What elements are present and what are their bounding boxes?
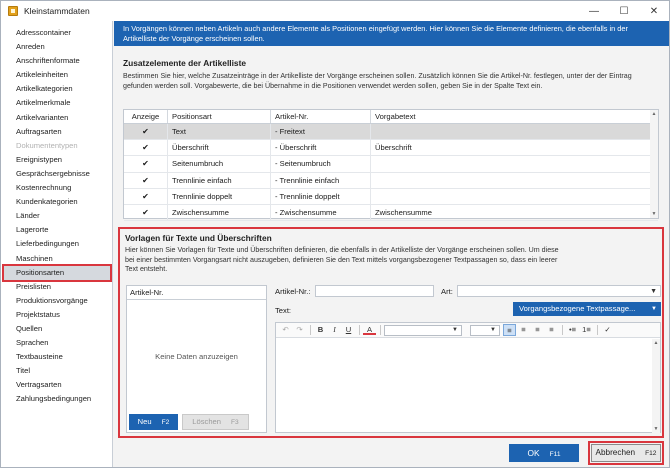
toolbar-divider <box>359 325 360 335</box>
artikel-nr-cell[interactable]: - Trennlinie einfach <box>271 173 371 188</box>
positionsart-cell[interactable]: Überschrift <box>168 140 271 155</box>
title-bar <box>1 1 669 21</box>
vorgabetext-cell[interactable] <box>371 124 651 139</box>
positionsart-cell[interactable]: Trennlinie doppelt <box>168 189 271 204</box>
bold-icon[interactable]: B <box>317 325 324 334</box>
window-controls <box>579 1 669 21</box>
font-size-select[interactable] <box>470 325 500 336</box>
vorlagen-desc-line-1: Hier können Sie Vorlagen für Texte und Überschriften definieren, die ebenfalls in der Artikelliste der Vorgänge erscheinen sollen. Um diese <box>125 246 559 254</box>
column-header-artikel-nr[interactable]: Artikel-Nr. <box>271 110 371 123</box>
anzeige-checkbox[interactable]: ✔ <box>124 205 168 220</box>
table-row[interactable] <box>124 156 658 172</box>
new-button-key: F2 <box>161 419 170 426</box>
toolbar-divider <box>562 325 563 335</box>
sidebar-item[interactable]: Produktionsvorgänge <box>16 295 88 305</box>
sidebar-item[interactable]: Ereignistypen <box>16 154 63 164</box>
list-empty-message: Keine Daten anzuzeigen <box>155 352 238 361</box>
sidebar-item[interactable]: Sprachen <box>16 338 49 348</box>
sidebar-item[interactable]: Maschinen <box>16 253 53 263</box>
positionsart-cell[interactable]: Zwischensumme <box>168 205 271 220</box>
sidebar-item[interactable]: Artikelmerkmale <box>16 98 71 108</box>
vorgabetext-cell[interactable] <box>371 189 651 204</box>
text-editor[interactable] <box>275 322 661 433</box>
italic-icon[interactable]: I <box>333 325 336 334</box>
scroll-down-icon[interactable]: ▼ <box>651 211 657 217</box>
sidebar-item[interactable]: Projektstatus <box>16 309 60 319</box>
art-label: Art: <box>441 287 453 296</box>
list-header-artikel-nr[interactable]: Artikel-Nr. <box>127 286 266 300</box>
app-icon <box>8 6 18 16</box>
align-left-icon[interactable]: ≡ <box>503 324 516 336</box>
vorgabetext-cell[interactable]: Zwischensumme <box>375 207 432 217</box>
ok-button[interactable] <box>509 444 579 462</box>
chevron-down-icon: ▼ <box>490 326 496 333</box>
underline-icon[interactable]: U <box>345 325 352 334</box>
sidebar-item[interactable]: Lagerorte <box>16 225 49 235</box>
align-center-icon[interactable]: ≡ <box>521 325 526 334</box>
anzeige-checkbox[interactable]: ✔ <box>124 173 168 188</box>
vorlagen-list[interactable] <box>126 285 267 433</box>
textpassage-button-label: Vorgangsbezogene Textpassage... <box>519 304 636 313</box>
close-icon[interactable]: ✕ <box>649 5 659 17</box>
column-header-positionsart[interactable]: Positionsart <box>168 110 271 123</box>
category-sidebar <box>1 21 113 467</box>
chevron-down-icon: ▼ <box>452 326 458 333</box>
scroll-up-icon[interactable]: ▲ <box>653 340 659 346</box>
cancel-button-key: F12 <box>645 450 657 457</box>
anzeige-checkbox[interactable]: ✔ <box>124 189 168 204</box>
info-banner <box>114 21 669 46</box>
redo-icon[interactable]: ↷ <box>296 325 303 334</box>
toolbar-divider <box>597 325 598 335</box>
vorlagen-description <box>125 246 655 275</box>
table-row[interactable] <box>124 205 658 221</box>
table-row[interactable] <box>124 124 658 140</box>
vorlagen-section-title: Vorlagen für Texte und Überschriften <box>125 233 272 243</box>
new-button-label: Neu <box>137 417 152 426</box>
grid-body <box>124 124 658 221</box>
sidebar-item[interactable]: Anreden <box>16 42 45 52</box>
sidebar-item: Dokumententypen <box>16 140 78 150</box>
column-header-vorgabetext[interactable]: Vorgabetext <box>375 112 416 121</box>
delete-button-label: Löschen <box>192 417 221 426</box>
undo-icon[interactable]: ↶ <box>282 325 289 334</box>
vorgabetext-cell[interactable] <box>371 156 651 171</box>
vorgabetext-cell[interactable]: Überschrift <box>375 143 412 153</box>
artikel-nr-cell[interactable]: - Seitenumbruch <box>271 156 371 171</box>
sidebar-item[interactable]: Vertragsarten <box>16 380 62 390</box>
maximize-icon[interactable]: ☐ <box>619 5 629 17</box>
chevron-down-icon: ▼ <box>650 288 657 295</box>
positionsarten-grid <box>123 109 659 219</box>
minimize-icon[interactable]: — <box>589 5 599 17</box>
table-row[interactable] <box>124 140 658 156</box>
zusatz-desc-line-1: Bestimmen Sie hier, welche Zusatzeinträge in der Artikelliste der Vorgänge erscheinen sollen. Zusätzlich können Sie die Artikel-Nr. festlegen, unter der der Eintrag <box>123 72 632 80</box>
ok-button-label: OK <box>527 448 540 458</box>
zusatz-desc-line-2: gefunden werden soll. Vorgabewerte, die bei Übernahme in die Positionen verwendet werden sollen, geben Sie in der Spalte Text ein. <box>123 81 543 90</box>
cancel-button[interactable] <box>591 444 661 462</box>
sidebar-item[interactable]: Artikeleinheiten <box>16 70 68 80</box>
sidebar-item[interactable]: Anschriftenformate <box>16 56 80 66</box>
vorlagen-desc-line-2: bei einer bestimmten Vorgangsart nicht auszugeben, definieren Sie den Text mittels vorgangsbezogener Textpassagen so, dass ein leerer <box>125 255 558 264</box>
toolbar-divider <box>380 325 381 335</box>
editor-toolbar <box>276 323 660 338</box>
font-color-icon[interactable]: A <box>363 325 376 335</box>
anzeige-checkbox[interactable]: ✔ <box>124 124 168 139</box>
sidebar-item[interactable]: Lieferbedingungen <box>16 239 79 249</box>
sidebar-item[interactable]: Artikelvarianten <box>16 112 69 122</box>
sidebar-item[interactable]: Adresscontainer <box>16 28 71 37</box>
artikel-nr-input[interactable] <box>315 285 434 297</box>
sidebar-item[interactable]: Preislisten <box>16 281 52 291</box>
numbered-list-icon[interactable]: 1≡ <box>582 325 591 334</box>
align-justify-icon[interactable]: ≡ <box>549 325 554 334</box>
grid-header <box>124 110 658 124</box>
sidebar-item[interactable]: Kostenrechnung <box>16 183 72 193</box>
positionsart-cell[interactable]: Trennlinie einfach <box>168 173 271 188</box>
sidebar-item[interactable]: Quellen <box>16 323 43 333</box>
toolbar-divider <box>310 325 311 335</box>
scroll-down-icon[interactable]: ▼ <box>653 426 659 432</box>
sidebar-item[interactable]: Auftragsarten <box>16 126 62 136</box>
anzeige-checkbox[interactable]: ✔ <box>124 156 168 171</box>
delete-button-key: F3 <box>231 419 239 426</box>
align-right-icon[interactable]: ≡ <box>535 325 540 334</box>
sidebar-item[interactable]: Titel <box>16 366 31 376</box>
artikel-nr-cell[interactable]: - Zwischensumme <box>271 205 371 220</box>
vorlagen-panel <box>118 227 664 438</box>
anzeige-checkbox[interactable]: ✔ <box>124 140 168 155</box>
table-row[interactable] <box>124 173 658 189</box>
sidebar-item[interactable]: Positionsarten <box>4 266 110 280</box>
banner-line-1: In Vorgängen können neben Artikeln auch andere Elemente als Positionen eingefügt werden. Hier können Sie die Elemente definieren, die ebenfalls in der <box>123 24 628 33</box>
table-row[interactable] <box>124 189 658 205</box>
sidebar-item[interactable]: Textbausteine <box>16 352 63 362</box>
window-title: Kleinstammdaten <box>24 6 90 16</box>
artikel-nr-label: Artikel-Nr.: <box>275 287 311 296</box>
cancel-button-label: Abbrechen <box>595 448 636 457</box>
vorlagen-desc-line-3: Text entsteht. <box>125 265 168 274</box>
text-label: Text: <box>275 306 292 315</box>
sidebar-item[interactable]: Artikelkategorien <box>16 84 73 94</box>
art-select[interactable] <box>457 285 661 297</box>
positionsart-cell[interactable]: Seitenumbruch <box>168 156 271 171</box>
artikel-nr-cell[interactable]: - Überschrift <box>271 140 371 155</box>
sidebar-item[interactable]: Gesprächsergebnisse <box>16 168 90 178</box>
chevron-down-icon[interactable]: ▼ <box>651 306 657 312</box>
artikel-nr-cell[interactable]: - Freitext <box>271 124 371 139</box>
artikel-nr-cell[interactable]: - Trennlinie doppelt <box>271 189 371 204</box>
new-button[interactable] <box>129 414 178 430</box>
sidebar-item[interactable]: Kundenkategorien <box>16 197 78 207</box>
zusatz-description <box>123 72 663 91</box>
banner-line-2: Artikelliste der Vorgänge erscheinen sollen. <box>123 34 265 43</box>
column-header-anzeige[interactable]: Anzeige <box>124 110 168 123</box>
textpassage-button[interactable] <box>513 302 661 316</box>
editor-scrollbar[interactable] <box>652 339 660 433</box>
vorgabetext-cell[interactable] <box>371 173 651 188</box>
grid-scrollbar[interactable] <box>650 110 658 218</box>
ok-button-key: F11 <box>549 451 561 458</box>
sidebar-item[interactable]: Zahlungsbedingungen <box>16 394 92 404</box>
bullet-list-icon[interactable]: •≡ <box>568 325 577 334</box>
scroll-up-icon[interactable]: ▲ <box>651 111 657 117</box>
delete-button[interactable] <box>182 414 249 430</box>
spellcheck-icon[interactable]: ✓ <box>604 325 611 334</box>
zusatz-section-title: Zusatzelemente der Artikelliste <box>123 58 247 68</box>
positionsart-cell[interactable]: Text <box>168 124 271 139</box>
font-family-select[interactable] <box>384 325 462 336</box>
sidebar-item[interactable]: Länder <box>16 211 40 221</box>
